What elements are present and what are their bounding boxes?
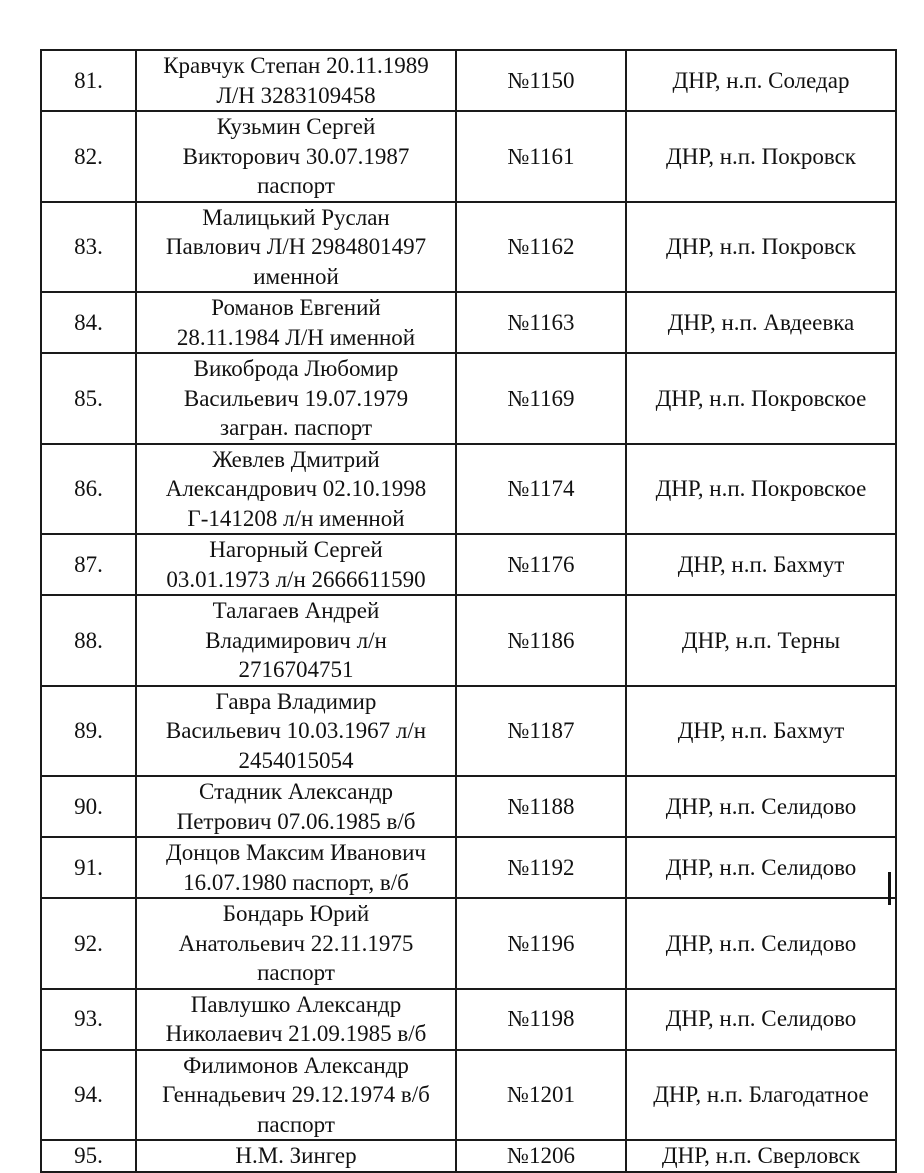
table-row <box>41 292 896 353</box>
person-details-line: Н.М. Зингер <box>235 1143 357 1168</box>
location: ДНР, н.п. Селидово <box>626 898 896 989</box>
person-details-line: Александрович 02.10.1998 <box>165 476 427 501</box>
person-details-cell <box>136 292 456 353</box>
table-row <box>41 444 896 535</box>
reference-number: №1206 <box>456 1140 626 1172</box>
location: ДНР, н.п. Селидово <box>626 989 896 1050</box>
reference-number: №1186 <box>456 595 626 686</box>
person-details-line: Стадник Александр <box>199 779 393 804</box>
person-details-cell <box>136 898 456 989</box>
table-row <box>41 837 896 898</box>
location: ДНР, н.п. Бахмут <box>626 686 896 777</box>
person-details-line: 2454015054 <box>238 747 354 773</box>
person-details-line: Бондарь Юрий <box>222 901 370 926</box>
person-details-cell <box>136 1050 456 1141</box>
person-details-cell <box>136 111 456 202</box>
reference-number: №1201 <box>456 1050 626 1141</box>
table-row <box>41 534 896 595</box>
table-row <box>41 1140 896 1172</box>
row-number: 84. <box>41 292 136 353</box>
row-number: 83. <box>41 202 136 293</box>
location: ДНР, н.п. Авдеевка <box>626 292 896 353</box>
records-table-body <box>41 50 896 1172</box>
person-details-cell <box>136 989 456 1050</box>
location: ДНР, н.п. Покровск <box>626 111 896 202</box>
reference-number: №1150 <box>456 50 626 111</box>
person-details-line: Васильевич 10.03.1967 л/н <box>165 718 427 743</box>
person-details-cell <box>136 837 456 898</box>
person-details-line: Малицький Руслан <box>202 204 390 230</box>
location: ДНР, н.п. Покровское <box>626 444 896 535</box>
row-number: 88. <box>41 595 136 686</box>
reference-number: №1161 <box>456 111 626 202</box>
person-details-cell <box>136 534 456 595</box>
table-row <box>41 202 896 293</box>
person-details-line: Викоброда Любомир <box>193 356 399 381</box>
table-row <box>41 595 896 686</box>
margin-mark <box>888 872 891 905</box>
location: ДНР, н.п. Благодатное <box>626 1050 896 1141</box>
reference-number: №1188 <box>456 776 626 837</box>
person-details-line: Донцов Максим Иванович <box>166 840 426 865</box>
reference-number: №1163 <box>456 292 626 353</box>
location: ДНР, н.п. Покровское <box>626 353 896 444</box>
row-number: 89. <box>41 686 136 777</box>
table-row <box>41 353 896 444</box>
person-details-cell <box>136 1140 456 1172</box>
person-details-cell <box>136 50 456 111</box>
person-details-line: паспорт <box>257 960 335 985</box>
table-row <box>41 898 896 989</box>
person-details-line: Кузьмин Сергей <box>216 114 376 139</box>
person-details-line: Петрович 07.06.1985 в/б <box>176 808 416 834</box>
person-details-line: 2716704751 <box>238 657 354 682</box>
person-details-line: Геннадьевич 29.12.1974 в/б <box>162 1082 430 1107</box>
location: ДНР, н.п. Покровск <box>626 202 896 293</box>
row-number: 81. <box>41 50 136 111</box>
row-number: 92. <box>41 898 136 989</box>
person-details-line: паспорт <box>257 173 335 198</box>
person-details-line: загран. паспорт <box>219 415 373 440</box>
person-details-line: Нагорный Сергей <box>209 537 383 562</box>
person-details-line: Гавра Владимир <box>215 688 377 714</box>
reference-number: №1176 <box>456 534 626 595</box>
person-details-line: Кравчук Степан 20.11.1989 <box>163 53 429 78</box>
row-number: 85. <box>41 353 136 444</box>
row-number: 86. <box>41 444 136 535</box>
location: ДНР, н.п. Терны <box>626 595 896 686</box>
location: ДНР, н.п. Селидово <box>626 837 896 898</box>
location: ДНР, н.п. Сверловск <box>626 1140 896 1172</box>
person-details-cell <box>136 595 456 686</box>
person-details-line: 16.07.1980 паспорт, в/б <box>183 869 409 895</box>
table-row <box>41 50 896 111</box>
row-number: 90. <box>41 776 136 837</box>
person-details-line: Васильевич 19.07.1979 <box>183 385 409 411</box>
records-table <box>40 49 897 1173</box>
location: ДНР, н.п. Бахмут <box>626 534 896 595</box>
person-details-line: Анатольевич 22.11.1975 <box>178 930 414 956</box>
reference-number: №1192 <box>456 837 626 898</box>
person-details-cell <box>136 686 456 777</box>
reference-number: №1174 <box>456 444 626 535</box>
person-details-line: паспорт <box>257 1111 335 1137</box>
row-number: 95. <box>41 1140 136 1172</box>
person-details-line: Павлович Л/Н 2984801497 <box>165 234 427 259</box>
person-details-line: Л/Н 3283109458 <box>216 82 376 108</box>
table-row <box>41 1050 896 1141</box>
person-details-line: именной <box>253 263 339 289</box>
row-number: 93. <box>41 989 136 1050</box>
row-number: 87. <box>41 534 136 595</box>
location: ДНР, н.п. Селидово <box>626 776 896 837</box>
person-details-line: Николаевич 21.09.1985 в/б <box>165 1021 427 1046</box>
person-details-line: 03.01.1973 л/н 2666611590 <box>166 566 426 592</box>
reference-number: №1187 <box>456 686 626 777</box>
table-row <box>41 989 896 1050</box>
person-details-line: 28.11.1984 Л/Н именной <box>176 324 416 350</box>
location: ДНР, н.п. Соледар <box>626 50 896 111</box>
person-details-cell <box>136 776 456 837</box>
table-row <box>41 776 896 837</box>
person-details-line: Владимирович л/н <box>205 627 387 653</box>
table-row <box>41 111 896 202</box>
reference-number: №1169 <box>456 353 626 444</box>
reference-number: №1198 <box>456 989 626 1050</box>
person-details-cell <box>136 202 456 293</box>
person-details-cell <box>136 444 456 535</box>
person-details-line: Талагаев Андрей <box>212 598 380 623</box>
person-details-line: Павлушко Александр <box>190 991 402 1017</box>
table-row <box>41 686 896 777</box>
person-details-cell <box>136 353 456 444</box>
row-number: 94. <box>41 1050 136 1141</box>
person-details-line: Романов Евгений <box>211 295 381 320</box>
reference-number: №1162 <box>456 202 626 293</box>
row-number: 82. <box>41 111 136 202</box>
row-number: 91. <box>41 837 136 898</box>
person-details-line: Филимонов Александр <box>183 1052 409 1078</box>
person-details-line: Г-141208 л/н именной <box>187 505 405 531</box>
person-details-line: Викторович 30.07.1987 <box>182 143 410 169</box>
reference-number: №1196 <box>456 898 626 989</box>
person-details-line: Жевлев Дмитрий <box>212 446 380 472</box>
